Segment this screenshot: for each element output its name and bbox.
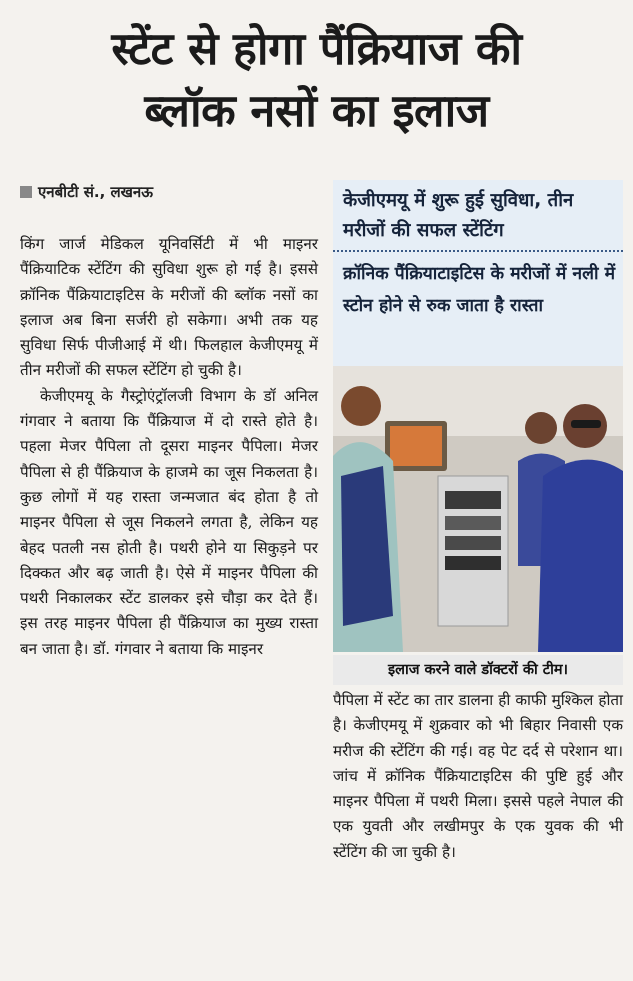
sidebar-subhead: क्रॉनिक पैंक्रियाटाइटिस के मरीजों में नली में स्टोन होने से रुक जाता है रास्ता	[343, 264, 616, 316]
paragraph-3: पैपिला में स्टेंट का तार डालना ही काफी मुश्किल होता है। केजीएमयू में शुक्रवार को भी बिहार निवासी एक मरीज की स्टेंटिंग की गई। वह पेट दर्द से परेशान था। जांच में क्रॉनिक पैंक्रियाटाइटिस की पुष्टि हुई और माइनर पैपिला में पथरी मिला। इससे पहले नेपाल की एक युवती और लखीमपुर के एक युवक की भी स्टेंटिंग की जा चुकी है।	[333, 691, 623, 861]
right-column	[333, 688, 623, 865]
sidebar-headline: केजीएमयू में शुरू हुई सुविधा, तीन मरीजों की सफल स्टेंटिंग	[333, 180, 623, 252]
paragraph-1: किंग जार्ज मेडिकल यूनिवर्सिटी में भी माइनर पैंक्रियाटिक स्टेंटिंग की सुविधा शुरू हो गई है। इससे क्रॉनिक पैंक्रियाटाइटिस के मरीजों की ब्लॉक नसों का इलाज अब बिना सर्जरी हो सकेगा। अभी तक यह सुविधा सिर्फ पीजीआई में थी। फिलहाल केजीएमयू में तीन मरीजों की सफल स्टेंटिंग हो चुकी है।	[20, 235, 318, 380]
sidebar-box	[333, 180, 623, 380]
left-column	[20, 232, 318, 662]
team-photo-illustration	[333, 366, 623, 652]
headline-line-1: स्टेंट से होगा पैंक्रियाज की	[111, 22, 522, 75]
headline	[8, 18, 625, 142]
team-photo	[333, 366, 623, 652]
byline-text: एनबीटी सं., लखनऊ	[38, 183, 154, 201]
byline	[20, 182, 153, 202]
byline-square-icon	[20, 186, 32, 198]
paragraph-2: केजीएमयू के गैस्ट्रोएंट्रॉलजी विभाग के डॉ अनिल गंगवार ने बताया कि पैंक्रियाज में दो रास्ते होते है। पहला मेजर पैपिला तो दूसरा माइनर पैपिला। मेजर पैपिला से ही पैंक्रियाज के हाजमे का जूस निकलता है। कुछ लोगों में यह रास्ता जन्मजात बंद होता है तो माइनर पैपिला से जूस निकलने लगता है, लेकिन यह बेहद पतली नस होती है। पथरी होने या सिकुड़ने पर दिक्कत और बढ़ जाती है। ऐसे में माइनर पैपिला की पथरी निकालकर स्टेंट डालकर इसे चौड़ा कर देते हैं। इस तरह माइनर पैपिला ही पैंक्रियाज का मुख्य रास्ता बन जाता है। डॉ. गंगवार ने बताया कि माइनर	[20, 386, 318, 658]
photo-caption: इलाज करने वाले डॉक्टरों की टीम।	[333, 655, 623, 685]
headline-line-2: ब्लॉक नसों का इलाज	[144, 84, 489, 137]
